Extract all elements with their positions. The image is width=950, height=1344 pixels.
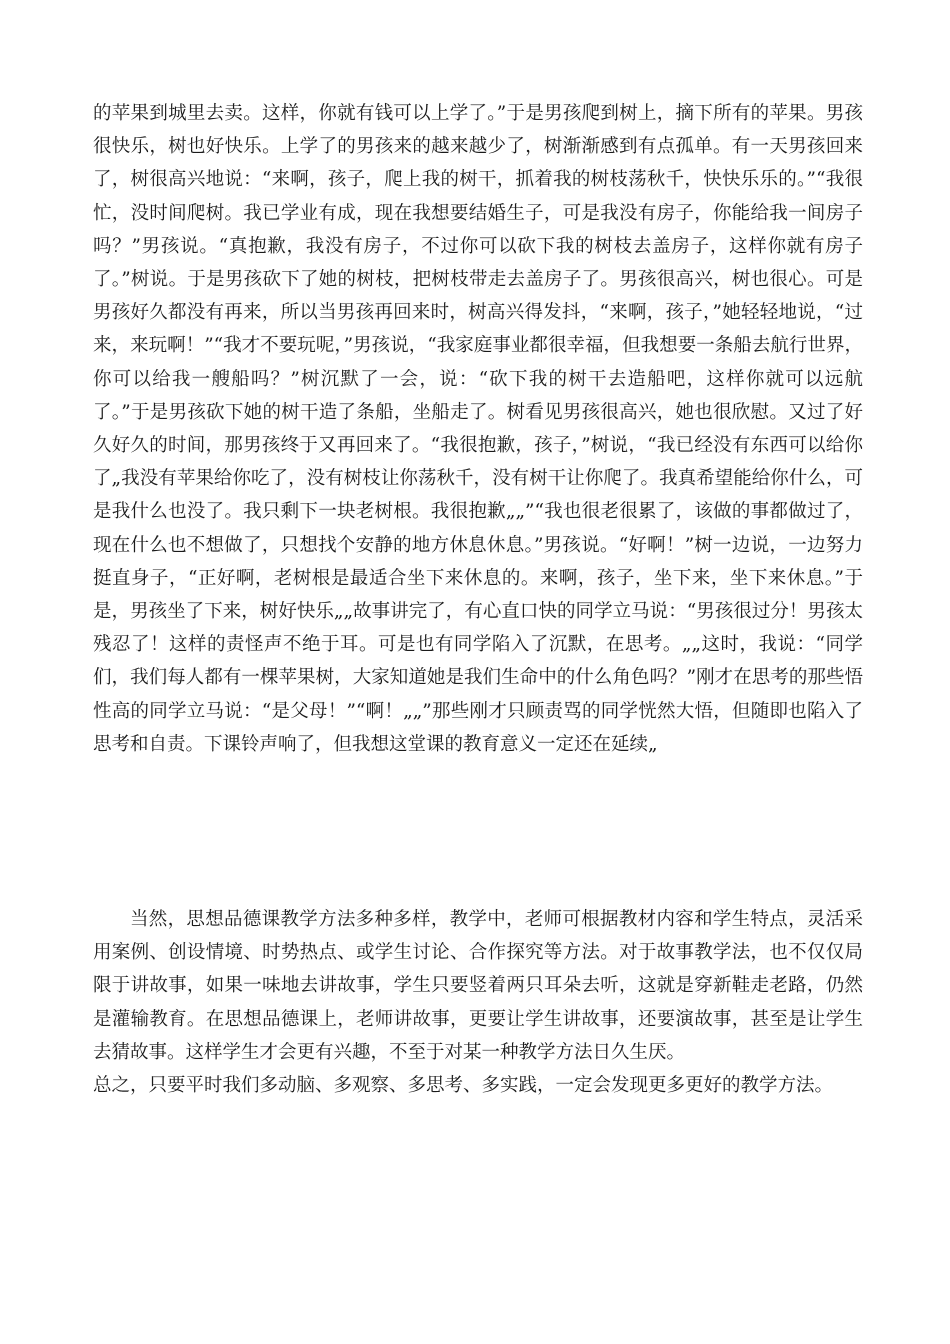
conclusion-paragraph: 总之，只要平时我们多动脑、多观察、多思考、多实践，一定会发现更多更好的教学方法。	[93, 1075, 834, 1096]
story-paragraph: 的苹果到城里去卖。这样，你就有钱可以上学了。”于是男孩爬到树上，摘下所有的苹果。男孩很快乐，树也好快乐。上学了的男孩来的越来越少了，树渐渐感到有点孤单。有一天男孩回来了，树很高兴地说：“来啊，孩子，爬上我的树干，抓着我的树枝荡秋千，快快乐乐的。”“我很忙，没时间爬树。我已学业有成，现在我想要结婚生子，可是我没有房子，你能给我一间房子吗？”男孩说。“真抱歉，我没有房子，不过你可以砍下我的树枝去盖房子，这样你就有房子了。”树说。于是男孩砍下了她的树枝，把树枝带走去盖房子了。男孩很高兴，树也很心。可是男孩好久都没有再来，所以当男孩再回来时，树高兴得发抖，“来啊，孩子，”她轻轻地说，“过来，来玩啊！”“我才不要玩呢，”男孩说，“我家庭事业都很幸福，但我想要一条船去航行世界，你可以给我一艘船吗？”树沉默了一会，说：“砍下我的树干去造船吧，这样你就可以远航了。”于是男孩砍下她的树干造了条船，坐船走了。树看见男孩很高兴，她也很欣慰。又过了好久好久的时间，那男孩终于又再回来了。“我很抱歉，孩子，”树说，“我已经没有东西可以给你了„我没有苹果给你吃了，没有树枝让你荡秋千，没有树干让你爬了。我真希望能给你什么，可是我什么也没了。我只剩下一块老树根。我很抱歉„„”“我也很老很累了，该做的事都做过了，现在什么也不想做了，只想找个安静的地方休息休息。”男孩说。“好啊！”树一边说，一边努力挺直身子，“正好啊，老树根是最适合坐下来休息的。来啊，孩子，坐下来，坐下来休息。”于是，男孩坐了下来，树好快乐„„故事讲完了，有心直口快的同学立马说：“男孩很过分！男孩太残忍了！这样的责怪声不绝于耳。可是也有同学陷入了沉默，在思考。„„这时，我说：“同学们，我们每人都有一棵苹果树，大家知道她是我们生命中的什么角色吗？”刚才在思考的那些悟性高的同学立马说：“是父母！”“啊！„„”那些刚才只顾责骂的同学恍然大悟，但随即也陷入了思考和自责。下课铃声响了，但我想这堂课的教育意义一定还在延续„	[93, 103, 863, 755]
teaching-methods-paragraph: 当然，思想品德课教学方法多种多样，教学中，老师可根据教材内容和学生特点，灵活采用案例、创设情境、时势热点、或学生讨论、合作探究等方法。对于故事教学法，也不仅仅局限于讲故事，如果一味地去讲故事，学生只要竖着两只耳朵去听，这就是穿新鞋走老路，仍然是灌输教育。在思想品德课上，老师讲故事，更要让学生讲故事，还要演故事，甚至是让学生去猜故事。这样学生才会更有兴趣，不至于对某一种教学方法日久生厌。	[93, 909, 863, 1063]
